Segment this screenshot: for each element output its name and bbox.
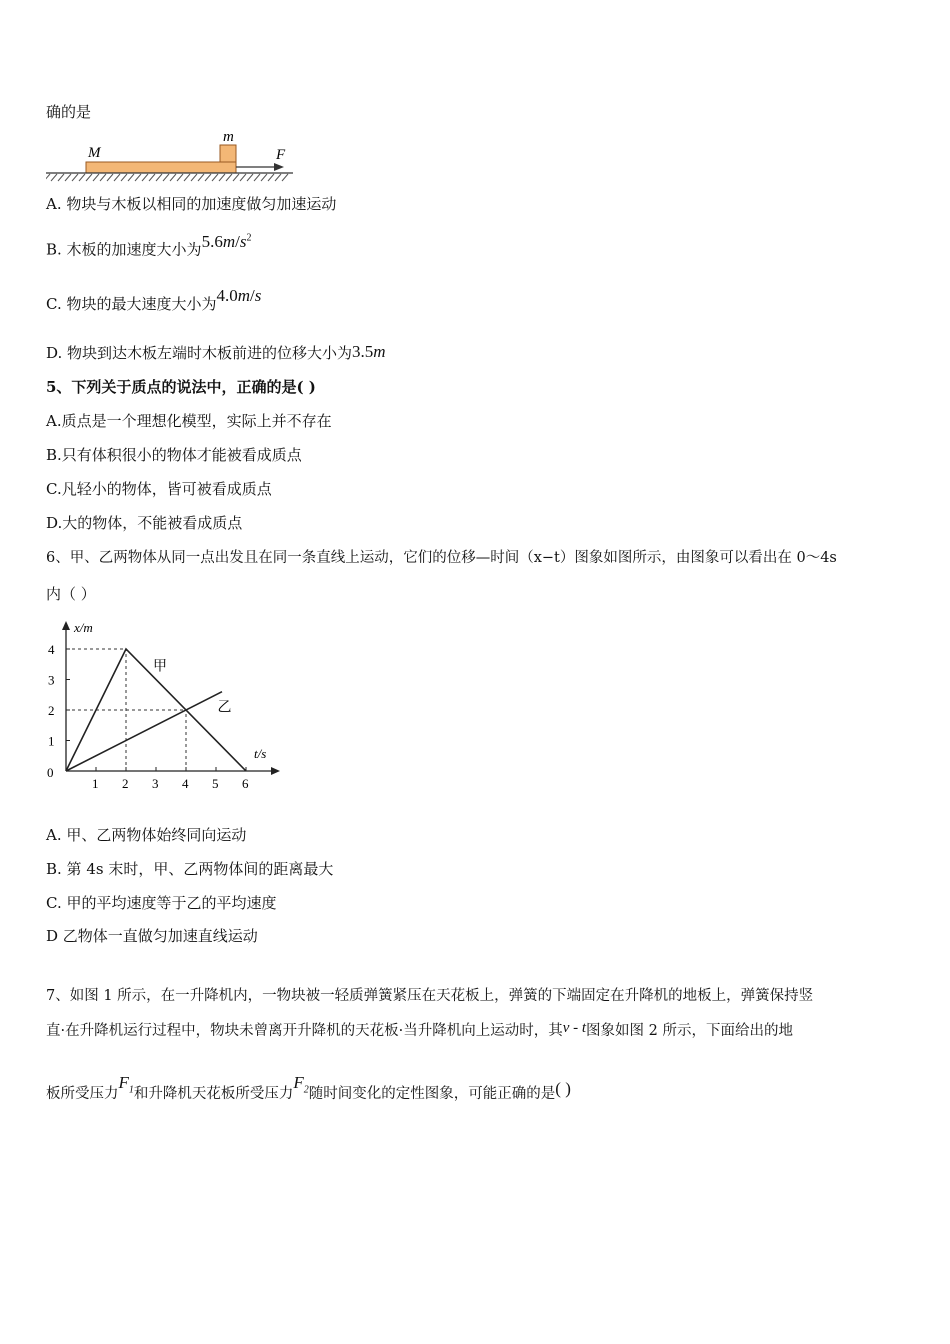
- q6-option-a: A. 甲、乙两物体始终同向运动: [46, 826, 247, 844]
- q4-option-b-text: B. 木板的加速度大小为: [46, 240, 202, 259]
- ground-hatch-mark: [233, 174, 239, 181]
- q4-option-c-math: 4.0m/s: [216, 286, 262, 305]
- label-F: F: [276, 147, 286, 163]
- xt-graph: [40, 615, 285, 795]
- ground-hatch-mark: [275, 174, 281, 181]
- ground-hatch-mark: [121, 174, 127, 181]
- q4-option-b: [46, 231, 252, 260]
- q7-line3-b: 和升降机天花板所受压力: [133, 1086, 294, 1102]
- ground-hatch-mark: [177, 174, 183, 181]
- x-tick-label-6: 6: [242, 776, 249, 791]
- y-axis-label: x/m: [74, 620, 93, 635]
- ground-hatch-mark: [86, 174, 92, 181]
- q7-f1-symbol: $F_1$: [118, 1073, 134, 1096]
- q7-line3-a: 板所受压力: [46, 1086, 119, 1102]
- block-rect: [220, 145, 236, 162]
- ground-hatch-mark: [219, 174, 225, 181]
- force-arrowhead: [274, 163, 284, 171]
- ground-hatch-mark: [205, 174, 211, 181]
- ground-hatch-mark: [247, 174, 253, 181]
- intro-tail: 确的是: [46, 103, 92, 121]
- q6-option-b: B. 第 4s 末时，甲、乙两物体间的距离最大: [46, 860, 334, 878]
- ground-hatch-mark: [93, 174, 99, 181]
- x-axis-label: t/s: [254, 746, 267, 761]
- ground-hatch-mark: [128, 174, 134, 181]
- x-tick-label-5: 5: [212, 776, 219, 791]
- x-axis-arrowhead: [271, 767, 280, 775]
- q7-line2-b: 图象如图 2 所示，下面给出的地: [586, 1023, 793, 1039]
- y-tick-label-1: 1: [48, 733, 55, 749]
- ground-hatch-mark: [198, 174, 204, 181]
- x-tick-label-1: 1: [92, 776, 99, 791]
- label-m: m: [223, 129, 234, 145]
- ground-hatch-mark: [149, 174, 155, 181]
- q7-f2-symbol: $F_2$: [293, 1073, 309, 1096]
- q4-option-d-math: 3.5m: [352, 342, 386, 361]
- q5-option-a: A.质点是一个理想化模型，实际上并不存在: [46, 412, 332, 430]
- ground-hatch-mark: [226, 174, 232, 181]
- ground-hatch-mark: [163, 174, 169, 181]
- q6-option-d: D 乙物体一直做匀加速直线运动: [46, 927, 258, 945]
- q6-stem-line2: 内（ ）: [46, 585, 96, 603]
- y-tick-label-3: 3: [48, 672, 55, 688]
- ground-hatch-mark: [46, 174, 50, 181]
- label-M: M: [88, 145, 101, 161]
- ground-hatch-mark: [79, 174, 85, 181]
- series-label-jia: 甲: [153, 659, 167, 675]
- y-axis-arrowhead: [62, 621, 70, 630]
- ground-hatch-mark: [142, 174, 148, 181]
- ground-hatch-mark: [72, 174, 78, 181]
- series-line-yi: [66, 692, 222, 771]
- q7-line2-a: 直·在升降机运行过程中，物块未曾离开升降机的天花板·当升降机向上运动时，其: [46, 1023, 563, 1039]
- ground-hatch-mark: [170, 174, 176, 181]
- ground-hatch-mark: [135, 174, 141, 181]
- series-label-yi: 乙: [217, 700, 232, 716]
- board-block-figure: [46, 128, 306, 183]
- q7-answer-paren: ( ): [555, 1079, 571, 1098]
- q4-option-a: A. 物块与木板以相同的加速度做匀加速运动: [46, 195, 337, 213]
- q5-option-b: B.只有体积很小的物体才能被看成质点: [46, 446, 302, 464]
- ground-hatch: [46, 174, 288, 181]
- y-tick-label-2: 2: [48, 703, 55, 718]
- ground-hatch-mark: [240, 174, 246, 181]
- q4-option-b-math: $5.6m/s^2$: [201, 231, 252, 251]
- ground-hatch-mark: [107, 174, 113, 181]
- ground-hatch-mark: [282, 174, 288, 181]
- ground-hatch-mark: [51, 174, 57, 181]
- y-tick-label-4: 4: [48, 642, 55, 657]
- x-tick-label-3: 3: [152, 776, 159, 791]
- ground-hatch-mark: [254, 174, 260, 181]
- q4-option-c: [46, 286, 262, 314]
- board-rect: [86, 162, 236, 173]
- q4-option-c-text: C. 物块的最大速度大小为: [46, 295, 217, 313]
- q5-stem: 5、下列关于质点的说法中，正确的是( ): [46, 378, 316, 396]
- q4-option-d: [46, 343, 386, 363]
- q4-option-d-text: D. 物块到达木板左端时木板前进的位移大小为: [46, 344, 353, 362]
- ground-hatch-mark: [184, 174, 190, 181]
- q6-stem-line1: 6、甲、乙两物体从同一点出发且在同一条直线上运动，它们的位移—时间（x−t）图象如图所示，由图象可以看出在 0～4s: [46, 550, 837, 566]
- x-tick-label-2: 2: [122, 776, 129, 791]
- ground-hatch-mark: [191, 174, 197, 181]
- ground-hatch-mark: [268, 174, 274, 181]
- q7-stem-line3: [46, 1073, 571, 1110]
- q6-option-c: C. 甲的平均速度等于乙的平均速度: [46, 894, 277, 912]
- ground-hatch-mark: [58, 174, 64, 181]
- ground-hatch-mark: [212, 174, 218, 181]
- q5-option-d: D.大的物体，不能被看成质点: [46, 514, 243, 532]
- q5-option-c: C.凡轻小的物体，皆可被看成质点: [46, 480, 272, 498]
- q7-line3-c: 随时间变化的定性图象，可能正确的是: [308, 1086, 556, 1102]
- ground-hatch-mark: [100, 174, 106, 181]
- q7-vt-symbol: v - t: [562, 1020, 587, 1036]
- ground-hatch-mark: [261, 174, 267, 181]
- ground-hatch-mark: [114, 174, 120, 181]
- origin-label: 0: [47, 765, 54, 780]
- x-tick-label-4: 4: [182, 776, 189, 791]
- q7-stem-line2: [46, 1021, 793, 1041]
- ground-hatch-mark: [156, 174, 162, 181]
- q7-stem-line1: 7、如图 1 所示，在一升降机内，一物块被一轻质弹簧紧压在天花板上，弹簧的下端固定在升降机的地板上，弹簧保持竖: [46, 988, 814, 1004]
- ground-hatch-mark: [65, 174, 71, 181]
